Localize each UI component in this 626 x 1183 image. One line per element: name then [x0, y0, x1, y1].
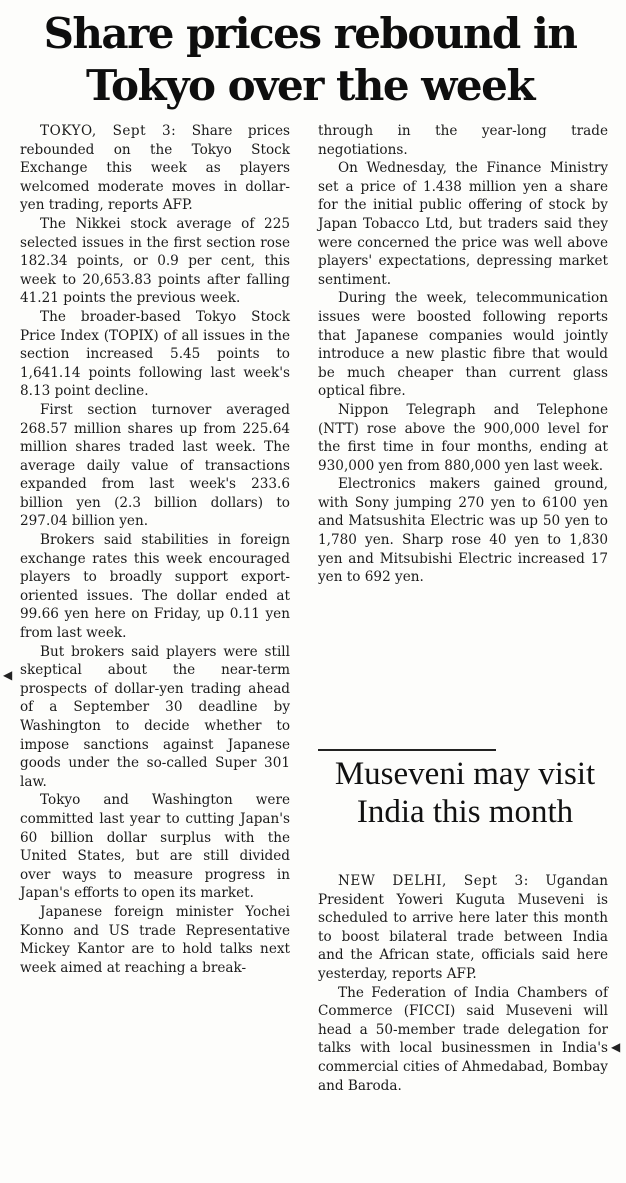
- second-article-body: [318, 872, 608, 1095]
- article-headline: Share prices rebound in Tokyo over the week: [43, 9, 577, 110]
- article-paragraph: The Federation of India Chambers of Commerce (FICCI) said Museveni will head a 50-member trade delegation for talks with local businessmen in India's commercial cities of Ahmedabad, Bombay and Baroda.: [318, 984, 608, 1094]
- article-paragraph: The Nikkei stock average of 225 selected issues in the first section rose 182.34 points, or 0.9 per cent, this week to 20,653.83 points after falling 41.21 points the previous week.: [20, 215, 290, 307]
- article-paragraph: During the week, telecommunication issues were boosted following reports that Japanese companies would jointly introduce a new plastic fibre that would be much cheaper than current glass optical fibre.: [318, 290, 608, 400]
- dateline: NEW DELHI, Sept 3:: [338, 873, 529, 889]
- article-column-right: [318, 122, 608, 587]
- article-paragraph: Japanese foreign minister Yochei Konno and US trade Representative Mickey Kantor are to hold talks next week aimed at reaching a break-: [20, 903, 290, 976]
- article-paragraph: Electronics makers gained ground, with Sony jumping 270 yen to 6100 yen and Matsushita Electric was up 50 yen to 1,780 yen. Sharp rose 40 yen to 1,830 yen and Mitsubishi Electric increased 17 yen to 692 yen.: [318, 476, 608, 586]
- edge-arrow-icon: ◀: [611, 1040, 621, 1054]
- dateline: TOKYO, Sept 3:: [40, 123, 177, 139]
- second-article-headline: Museveni may visit India this month: [334, 756, 596, 830]
- edge-arrow-icon: ◀: [3, 668, 13, 682]
- paragraph-text: Ugandan President Yoweri Kuguta Museveni is scheduled to arrive here later this month to boost bilateral trade between India and the African state, officials said here yesterday, reports AFP.: [318, 873, 608, 982]
- article-paragraph: Nippon Telegraph and Telephone (NTT) rose above the 900,000 level for the first time in four months, ending at 930,000 yen from 880,000 yen last week.: [318, 401, 608, 474]
- article-paragraph: [20, 122, 290, 215]
- paragraph-text: Share prices rebounded on the Tokyo Stock Exchange this week as players welcomed moderate moves in dollar-yen trading, reports AFP.: [20, 123, 291, 214]
- article-paragraph: The broader-based Tokyo Stock Price Index (TOPIX) of all issues in the section increased 5.45 points to 1,641.14 points following last week's 8.13 point decline.: [20, 308, 290, 400]
- article-paragraph: Tokyo and Washington were committed last year to cutting Japan's 60 billion dollar surplus with the United States, but are still divided over ways to measure progress in Japan's efforts to open its market.: [20, 792, 290, 902]
- article-paragraph: [318, 872, 608, 984]
- article-divider: [318, 749, 496, 751]
- article-column-left: [20, 122, 290, 977]
- article-paragraph-continued: through in the year-long trade negotiations.: [318, 123, 608, 158]
- article-paragraph: But brokers said players were still skeptical about the near-term prospects of dollar-yen trading ahead of a September 30 deadline by Washington to decide whether to impose sanctions against Japanese goods under the so-called Super 301 law.: [20, 643, 290, 790]
- article-paragraph: Brokers said stabilities in foreign exchange rates this week encouraged players to broadly support export-oriented issues. The dollar ended at 99.66 yen here on Friday, up 0.11 yen from last week.: [20, 532, 290, 642]
- article-paragraph: On Wednesday, the Finance Ministry set a price of 1.438 million yen a share for the initial public offering of stock by Japan Tobacco Ltd, but traders said they were concerned the price was well above players' expectations, depressing market sentiment.: [318, 160, 608, 288]
- article-paragraph: First section turnover averaged 268.57 million shares up from 225.64 million shares traded last week. The average daily value of transactions expanded from last week's 233.6 billion yen (2.3 billion dollars) to 297.04 billion yen.: [20, 401, 290, 530]
